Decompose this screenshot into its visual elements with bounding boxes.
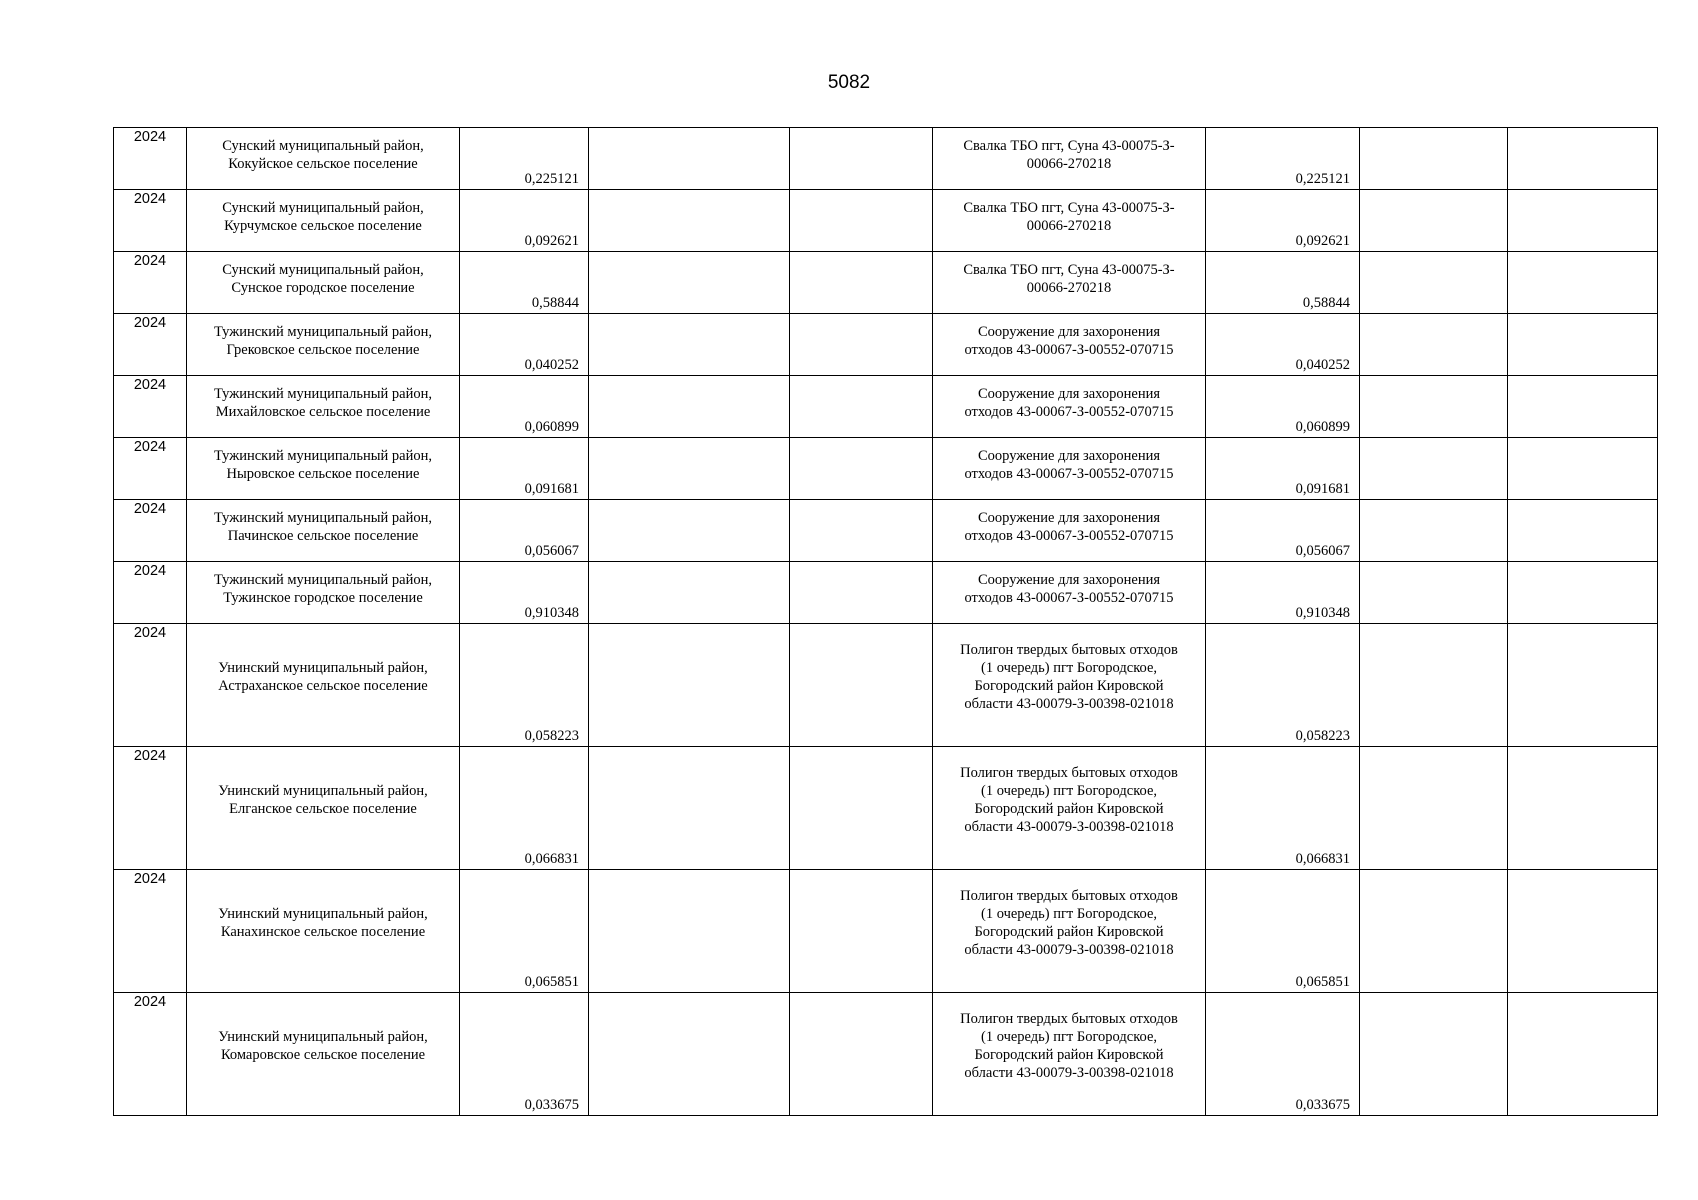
value-cell-text: 0,066831 (524, 851, 579, 867)
year-cell: 2024 (114, 993, 187, 1116)
empty-cell (589, 190, 790, 252)
municipality-cell-line: Унинский муниципальный район, (218, 906, 428, 922)
facility-cell-line: Полигон твердых бытовых отходов (960, 888, 1178, 904)
year-cell: 2024 (114, 624, 187, 747)
empty-cell (1508, 870, 1658, 993)
empty-cell (1360, 438, 1508, 500)
facility-cell (933, 747, 1206, 870)
table-row (114, 252, 1658, 314)
empty-cell (1360, 624, 1508, 747)
municipality-cell (187, 376, 460, 438)
value-cell-text: 0,910348 (524, 605, 579, 621)
municipality-cell-line: Елганское сельское поселение (229, 801, 417, 817)
empty-cell (790, 562, 933, 624)
year-cell: 2024 (114, 870, 187, 993)
value-cell (460, 376, 589, 438)
empty-cell (589, 500, 790, 562)
facility-value-cell (1206, 747, 1360, 870)
municipality-cell (187, 747, 460, 870)
empty-cell (1360, 314, 1508, 376)
empty-cell (790, 993, 933, 1116)
empty-cell (589, 314, 790, 376)
table-row (114, 438, 1658, 500)
facility-cell (933, 128, 1206, 190)
empty-cell (1360, 376, 1508, 438)
year-cell: 2024 (114, 128, 187, 190)
empty-cell (790, 252, 933, 314)
facility-cell-line: отходов 43-00067-З-00552-070715 (964, 341, 1174, 358)
facility-cell (933, 562, 1206, 624)
municipality-cell-line: Грековское сельское поселение (226, 341, 420, 358)
facility-cell-line: области 43-00079-З-00398-021018 (964, 942, 1174, 958)
facility-cell-line: 00066-270218 (1026, 217, 1112, 234)
municipality-cell-line: Комаровское сельское поселение (220, 1047, 426, 1063)
empty-cell (1360, 870, 1508, 993)
facility-value-cell (1206, 993, 1360, 1116)
facility-cell-line: Свалка ТБО пгт, Суна 43-00075-З- (963, 261, 1175, 278)
facility-cell-line: Сооружение для захоронения (977, 385, 1161, 402)
facility-value-cell (1206, 562, 1360, 624)
facility-cell (933, 500, 1206, 562)
municipality-cell-line: Унинский муниципальный район, (218, 783, 428, 799)
facility-cell-line: Сооружение для захоронения (977, 509, 1161, 526)
municipality-cell-line: Тужинский муниципальный район, (214, 323, 432, 340)
value-cell (460, 252, 589, 314)
facility-cell-line: области 43-00079-З-00398-021018 (964, 819, 1174, 835)
facility-cell-line: Полигон твердых бытовых отходов (960, 765, 1178, 781)
empty-cell (1360, 190, 1508, 252)
municipality-cell-line: Астраханское сельское поселение (218, 678, 428, 694)
municipality-cell (187, 993, 460, 1116)
facility-value-cell-text: 0,033675 (1295, 1097, 1350, 1113)
value-cell (460, 190, 589, 252)
facility-value-cell (1206, 624, 1360, 747)
municipality-cell (187, 438, 460, 500)
empty-cell (1508, 993, 1658, 1116)
municipality-cell-line: Курчумское сельское поселение (224, 217, 422, 234)
table-row (114, 500, 1658, 562)
facility-value-cell (1206, 500, 1360, 562)
table-body (114, 128, 1658, 1116)
value-cell (460, 314, 589, 376)
facility-cell-line: области 43-00079-З-00398-021018 (964, 696, 1174, 712)
facility-cell-line: отходов 43-00067-З-00552-070715 (964, 403, 1174, 420)
facility-value-cell (1206, 376, 1360, 438)
empty-cell (1508, 624, 1658, 747)
municipality-cell-line: Пачинское сельское поселение (227, 527, 419, 544)
municipality-cell-line: Ныровское сельское поселение (226, 465, 420, 482)
empty-cell (1508, 376, 1658, 438)
facility-cell-line: (1 очередь) пгт Богородское, (980, 906, 1158, 922)
year-cell: 2024 (114, 562, 187, 624)
empty-cell (790, 624, 933, 747)
facility-cell-line: (1 очередь) пгт Богородское, (980, 783, 1158, 799)
empty-cell (1508, 438, 1658, 500)
value-cell-text: 0,033675 (524, 1097, 579, 1113)
year-cell: 2024 (114, 747, 187, 870)
facility-cell-line: Богородский район Кировской (974, 801, 1164, 817)
municipality-cell (187, 500, 460, 562)
facility-cell (933, 190, 1206, 252)
facility-cell-line: Богородский район Кировской (974, 924, 1164, 940)
empty-cell (1508, 190, 1658, 252)
municipality-cell-line: Сунский муниципальный район, (222, 199, 424, 216)
facility-value-cell (1206, 252, 1360, 314)
facility-cell-line: Сооружение для захоронения (977, 447, 1161, 464)
year-cell: 2024 (114, 438, 187, 500)
table-row (114, 314, 1658, 376)
facility-value-cell-text: 0,58844 (1302, 295, 1350, 311)
municipality-cell-line: Тужинский муниципальный район, (214, 509, 432, 526)
empty-cell (589, 128, 790, 190)
year-cell: 2024 (114, 376, 187, 438)
empty-cell (589, 438, 790, 500)
municipality-cell-line: Унинский муниципальный район, (218, 660, 428, 676)
municipality-cell-line: Михайловское сельское поселение (215, 403, 431, 420)
facility-value-cell-text: 0,065851 (1295, 974, 1350, 990)
empty-cell (1508, 562, 1658, 624)
empty-cell (790, 314, 933, 376)
municipality-cell (187, 562, 460, 624)
municipality-cell-line: Тужинский муниципальный район, (214, 385, 432, 402)
municipality-cell-line: Тужинский муниципальный район, (214, 447, 432, 464)
municipality-cell-line: Сунское городское поселение (231, 279, 415, 296)
municipality-cell (187, 314, 460, 376)
value-cell (460, 438, 589, 500)
value-cell-text: 0,58844 (531, 295, 579, 311)
facility-value-cell (1206, 870, 1360, 993)
facility-cell-line: Сооружение для захоронения (977, 323, 1161, 340)
empty-cell (589, 624, 790, 747)
empty-cell (790, 500, 933, 562)
facility-value-cell (1206, 314, 1360, 376)
municipality-cell-line: Канахинское сельское поселение (220, 924, 426, 940)
facility-value-cell (1206, 190, 1360, 252)
empty-cell (1508, 747, 1658, 870)
value-cell-text: 0,060899 (524, 419, 579, 435)
facility-value-cell (1206, 438, 1360, 500)
facility-cell-line: области 43-00079-З-00398-021018 (964, 1065, 1174, 1081)
facility-value-cell-text: 0,040252 (1295, 357, 1350, 373)
empty-cell (790, 376, 933, 438)
empty-cell (790, 128, 933, 190)
municipality-cell-line: Тужинский муниципальный район, (214, 571, 432, 588)
value-cell (460, 747, 589, 870)
year-cell: 2024 (114, 252, 187, 314)
value-cell (460, 128, 589, 190)
empty-cell (589, 747, 790, 870)
municipality-cell-line: Унинский муниципальный район, (218, 1029, 428, 1045)
empty-cell (1360, 252, 1508, 314)
empty-cell (1508, 128, 1658, 190)
facility-cell (933, 624, 1206, 747)
facility-cell (933, 376, 1206, 438)
year-cell: 2024 (114, 190, 187, 252)
value-cell (460, 870, 589, 993)
empty-cell (790, 190, 933, 252)
value-cell-text: 0,091681 (524, 481, 579, 497)
empty-cell (589, 562, 790, 624)
facility-value-cell-text: 0,910348 (1295, 605, 1350, 621)
municipality-cell (187, 624, 460, 747)
facility-cell-line: Сооружение для захоронения (977, 571, 1161, 588)
facility-cell-line: (1 очередь) пгт Богородское, (980, 1029, 1158, 1045)
year-cell: 2024 (114, 500, 187, 562)
facility-cell (933, 252, 1206, 314)
facility-cell-line: Богородский район Кировской (974, 1047, 1164, 1063)
empty-cell (589, 870, 790, 993)
value-cell-text: 0,056067 (524, 543, 579, 559)
municipality-cell (187, 252, 460, 314)
year-cell: 2024 (114, 314, 187, 376)
municipality-cell-line: Сунский муниципальный район, (222, 261, 424, 278)
municipality-cell-line: Кокуйское сельское поселение (228, 155, 418, 172)
value-cell-text: 0,225121 (524, 171, 579, 187)
empty-cell (1360, 500, 1508, 562)
facility-cell-line: Полигон твердых бытовых отходов (960, 642, 1178, 658)
empty-cell (1508, 252, 1658, 314)
facility-value-cell-text: 0,091681 (1295, 481, 1350, 497)
facility-cell-line: Богородский район Кировской (974, 678, 1164, 694)
data-table (113, 127, 1658, 1116)
empty-cell (1360, 128, 1508, 190)
empty-cell (589, 252, 790, 314)
municipality-cell-line: Сунский муниципальный район, (222, 137, 424, 154)
facility-value-cell-text: 0,225121 (1295, 171, 1350, 187)
table-row (114, 128, 1658, 190)
facility-cell-line: отходов 43-00067-З-00552-070715 (964, 465, 1174, 482)
municipality-cell-line: Тужинское городское поселение (223, 589, 423, 606)
empty-cell (589, 993, 790, 1116)
empty-cell (1508, 500, 1658, 562)
facility-cell-line: отходов 43-00067-З-00552-070715 (964, 527, 1174, 544)
facility-cell (933, 993, 1206, 1116)
empty-cell (790, 438, 933, 500)
table-row (114, 562, 1658, 624)
facility-cell-line: (1 очередь) пгт Богородское, (980, 660, 1158, 676)
empty-cell (1508, 314, 1658, 376)
value-cell (460, 993, 589, 1116)
municipality-cell (187, 128, 460, 190)
table-row (114, 993, 1658, 1116)
value-cell (460, 500, 589, 562)
table-row (114, 747, 1658, 870)
empty-cell (1360, 993, 1508, 1116)
page-number: 5082 (827, 72, 871, 93)
facility-value-cell (1206, 128, 1360, 190)
value-cell-text: 0,040252 (524, 357, 579, 373)
facility-cell (933, 438, 1206, 500)
facility-value-cell-text: 0,066831 (1295, 851, 1350, 867)
facility-cell-line: Свалка ТБО пгт, Суна 43-00075-З- (963, 199, 1175, 216)
facility-value-cell-text: 0,058223 (1295, 728, 1350, 744)
facility-value-cell-text: 0,056067 (1295, 543, 1350, 559)
empty-cell (790, 747, 933, 870)
value-cell-text: 0,092621 (524, 233, 579, 249)
table-row (114, 624, 1658, 747)
empty-cell (790, 870, 933, 993)
municipality-cell (187, 190, 460, 252)
value-cell-text: 0,065851 (524, 974, 579, 990)
facility-cell-line: Полигон твердых бытовых отходов (960, 1011, 1178, 1027)
table-row (114, 190, 1658, 252)
value-cell-text: 0,058223 (524, 728, 579, 744)
facility-value-cell-text: 0,092621 (1295, 233, 1350, 249)
facility-cell-line: Свалка ТБО пгт, Суна 43-00075-З- (963, 137, 1175, 154)
value-cell (460, 624, 589, 747)
facility-value-cell-text: 0,060899 (1295, 419, 1350, 435)
empty-cell (1360, 747, 1508, 870)
empty-cell (589, 376, 790, 438)
value-cell (460, 562, 589, 624)
facility-cell-line: 00066-270218 (1026, 155, 1112, 172)
municipality-cell (187, 870, 460, 993)
facility-cell-line: 00066-270218 (1026, 279, 1112, 296)
facility-cell (933, 870, 1206, 993)
empty-cell (1360, 562, 1508, 624)
facility-cell (933, 314, 1206, 376)
table-row (114, 870, 1658, 993)
table-row (114, 376, 1658, 438)
facility-cell-line: отходов 43-00067-З-00552-070715 (964, 589, 1174, 606)
